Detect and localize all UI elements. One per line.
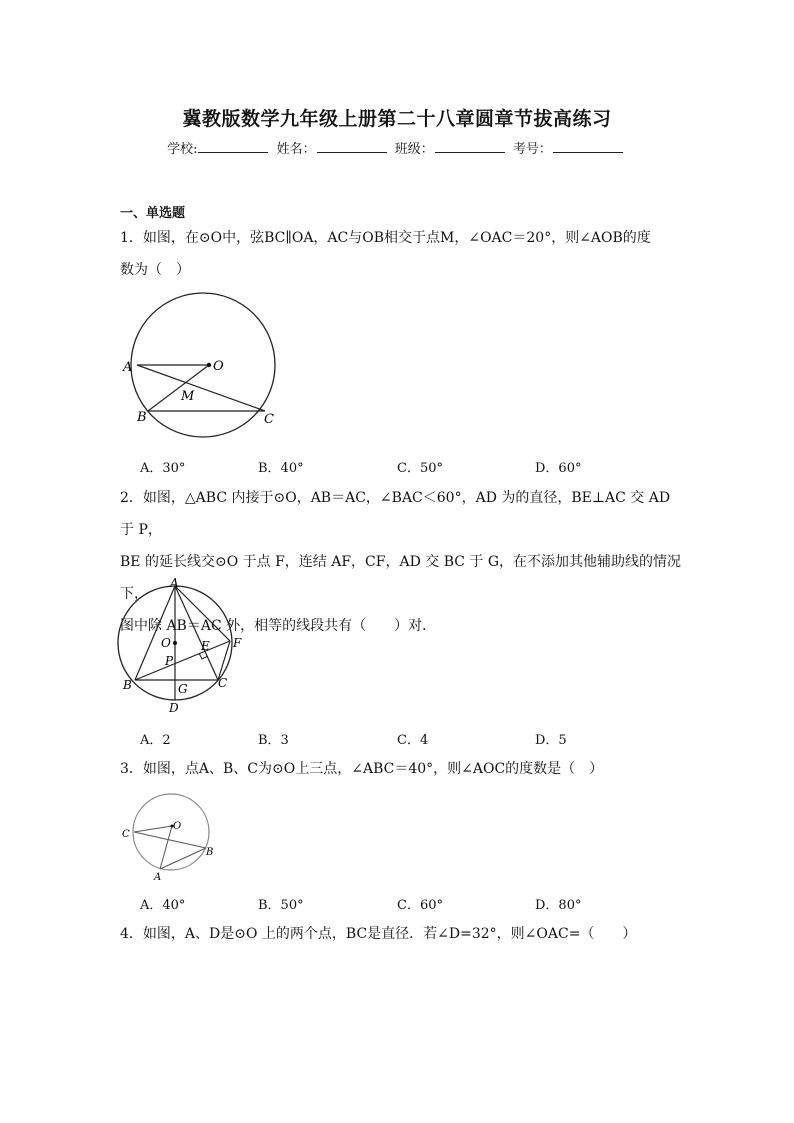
q2-line-AF xyxy=(175,586,230,641)
q1-label-B: B xyxy=(137,410,147,425)
class-label: 班级： xyxy=(394,142,434,157)
q3-circle xyxy=(133,794,209,870)
id-label: 考号： xyxy=(512,142,552,157)
q3-label-O: O xyxy=(173,821,182,832)
question-2-line3: 图中除 AB＝AC 外，相等的线段共有（ ）对． xyxy=(120,618,437,634)
question-2-figure xyxy=(112,573,252,718)
q2-label-C: C xyxy=(218,676,228,690)
question-1-line2: 数为（ ） xyxy=(120,262,190,278)
q3-option-d[interactable]: D．80° xyxy=(535,898,582,913)
q2-center-dot xyxy=(173,641,177,645)
q1-label-C: C xyxy=(264,412,274,427)
q1-option-c[interactable]: C．50° xyxy=(397,461,443,476)
question-2-line1: 2．如图，△ABC 内接于⊙O，AB＝AC，∠BAC＜60°，AD 为的直径，BE⊥AC 交 AD 于 P， xyxy=(120,490,671,538)
q2-label-G: G xyxy=(178,682,188,696)
q2-label-E: E xyxy=(201,639,210,653)
question-1-text xyxy=(120,222,680,286)
q3-line-AB xyxy=(160,848,206,869)
section-title: 一、单选题 xyxy=(120,206,186,221)
q3-line-CO xyxy=(134,826,172,832)
class-blank xyxy=(435,140,505,153)
question-2-line2: BE 的延长线交⊙O 于点 F，连结 AF，CF，AD 交 BC 于 G，在不添加其他辅助线的情况下， xyxy=(120,554,682,602)
q1-option-b[interactable]: B．40° xyxy=(258,461,304,476)
school-blank xyxy=(198,140,268,153)
q3-label-B: B xyxy=(206,847,214,858)
q2-label-O: O xyxy=(161,636,171,650)
q2-option-c[interactable]: C．4 xyxy=(397,733,429,748)
question-3-figure xyxy=(118,792,223,882)
q1-label-A: A xyxy=(123,360,133,375)
q2-line-CF xyxy=(218,641,230,680)
q3-option-c[interactable]: C．60° xyxy=(397,898,443,913)
q2-label-B: B xyxy=(123,678,132,692)
question-1-line1: 1．如图，在⊙O中，弦BC∥OA，AC与OB相交于点M，∠OAC＝20°，则∠AOB的度 xyxy=(120,230,651,246)
name-blank xyxy=(317,140,387,153)
question-1-figure xyxy=(115,290,315,450)
q3-option-b[interactable]: B．50° xyxy=(258,898,304,913)
id-blank xyxy=(553,140,623,153)
q3-option-a[interactable]: A．40° xyxy=(140,898,186,913)
q1-option-d[interactable]: D．60° xyxy=(535,461,582,476)
question-3-line1: 3．如图，点A、B、C为⊙O上三点，∠ABC＝40°，则∠AOC的度数是（ ） xyxy=(120,761,604,777)
q3-label-A: A xyxy=(154,872,162,882)
q1-center-dot xyxy=(207,363,211,367)
q2-label-D: D xyxy=(169,701,179,715)
q2-label-P: P xyxy=(165,654,174,668)
name-label: 姓名： xyxy=(276,142,316,157)
q3-line-OA xyxy=(160,826,172,869)
q3-label-C: C xyxy=(122,829,130,840)
q1-option-a[interactable]: A．30° xyxy=(140,461,186,476)
page-title: 冀教版数学九年级上册第二十八章圆章节拔高练习 xyxy=(182,108,612,130)
question-3-text xyxy=(120,753,680,785)
question-4-line1: 4．如图，A、D是⊙O 上的两个点，BC是直径．若∠D=32°，则∠OAC=（ ） xyxy=(120,926,637,942)
q2-option-d[interactable]: D．5 xyxy=(535,733,567,748)
q2-label-F: F xyxy=(233,636,242,650)
q2-option-a[interactable]: A．2 xyxy=(140,733,171,748)
q1-label-M: M xyxy=(181,389,195,404)
q2-option-b[interactable]: B．3 xyxy=(258,733,289,748)
q2-label-A: A xyxy=(170,576,179,590)
q1-label-O: O xyxy=(213,359,224,374)
student-info-line xyxy=(0,138,794,157)
school-label: 学校: xyxy=(167,142,198,157)
question-4-text xyxy=(120,918,680,950)
